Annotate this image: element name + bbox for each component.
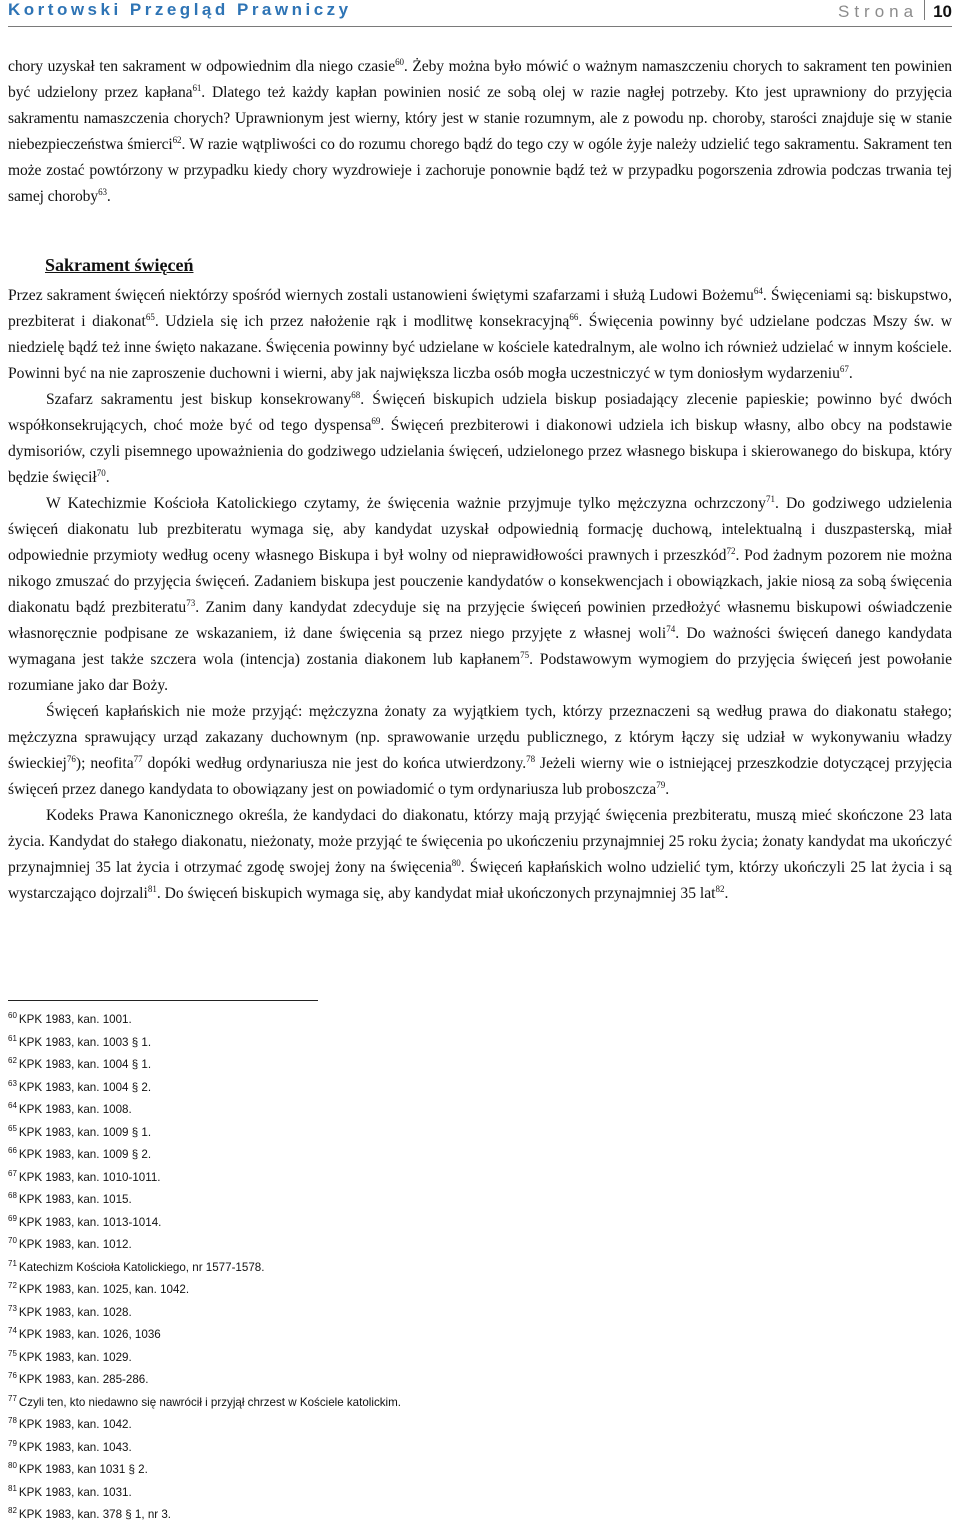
footnote-text: KPK 1983, kan. 378 § 1, nr 3. bbox=[18, 1508, 172, 1521]
footnote bbox=[8, 1075, 948, 1098]
footnote bbox=[8, 1007, 948, 1030]
text-run: . bbox=[724, 885, 729, 902]
paragraph bbox=[8, 803, 952, 907]
footnote-text: KPK 1983, kan. 1004 § 1. bbox=[18, 1058, 152, 1071]
text-run: . Do godziwego udzielenia święceń diakonatu lub prezbiteratu wymaga się, aby kandydat uzyskał odpowiednią formację duchową, intelektualną i duszpasterską, miał odpowiednie przymioty według oceny własnego Biskupa i był wolny od nieprawidłowości prawnych i przeszkód bbox=[8, 495, 952, 564]
footnote-number: 80 bbox=[8, 1461, 17, 1470]
footnote-text: KPK 1983, kan. 1001. bbox=[18, 1013, 132, 1026]
footnote bbox=[8, 1030, 948, 1053]
footnote-number: 77 bbox=[8, 1393, 17, 1403]
footnote-ref[interactable]: 69 bbox=[371, 416, 381, 426]
text-run: Święceń kapłańskich nie może przyjąć: mężczyzna żonaty za wyjątkiem tych, którzy przeznaczeni są według prawa do diakonatu stałego; mężczyzna sprawujący urząd zakazany duchownym (np. sprawowanie urzędu publicznego, z którym łączy się udział w wykonywaniu władzy świeckiej bbox=[8, 703, 952, 772]
paragraph bbox=[8, 387, 952, 491]
footnote-text: KPK 1983, kan. 1003 § 1. bbox=[18, 1035, 152, 1049]
footnote bbox=[8, 1142, 948, 1165]
paragraph bbox=[8, 491, 952, 699]
text-run: . Zanim dany kandydat zdecyduje się na przyjęcie święceń powinien przedłożyć własnemu biskupowi oświadczenie własnoręcznie podpisane ze wskazaniem, iż dane święcenia są przez niego przyjęte z własnej woli bbox=[8, 599, 952, 642]
footnote-text: KPK 1983, kan. 1043. bbox=[18, 1440, 132, 1454]
text-run: . Święcenia powinny być udzielane podczas Mszy św. w niedzielę bądź też inne święto nakazane. Święcenia powinny być udzielane w kościele katedralnym, ale wolno ich również udzielać w innym kościele. Powinni być na nie zaproszenie duchowni i wierni, aby jak największa liczba osób mogła uczestniczyć w tym doniosłym wydarzeniu bbox=[8, 313, 952, 382]
page-number: 10 bbox=[933, 2, 952, 21]
footnote-text: KPK 1983, kan. 1012. bbox=[18, 1238, 132, 1251]
text-run: . Pod żadnym pozorem nie można nikogo zmuszać do przyjęcia święceń. Zadaniem biskupa jest pouczenie kandydatów o konsekwencjach i obowiązkach, jakie niosą za sobą święcenia diakonatu bądź prezbiteratu bbox=[8, 547, 952, 616]
footnote-number: 62 bbox=[8, 1056, 17, 1065]
journal-title: Kortowski Przegląd Prawniczy bbox=[8, 0, 352, 19]
footnote-text: KPK 1983, kan. 1026, 1036 bbox=[18, 1328, 161, 1341]
footnote-text: KPK 1983, kan 1031 § 2. bbox=[18, 1463, 148, 1476]
footnote bbox=[8, 1322, 948, 1345]
text-run: . Do ważności święceń danego kandydata wymagana jest także szczera wola (intencja) zostania diakonem lub kapłanem bbox=[8, 625, 952, 668]
footnote-text: KPK 1983, kan. 1029. bbox=[18, 1350, 132, 1364]
footnote-ref[interactable]: 63 bbox=[98, 187, 107, 197]
footnote bbox=[8, 1367, 948, 1390]
footnote-text: KPK 1983, kan. 1025, kan. 1042. bbox=[18, 1283, 190, 1296]
footnote-ref[interactable]: 67 bbox=[839, 364, 849, 374]
footnote bbox=[8, 1165, 948, 1188]
footnote-number: 79 bbox=[8, 1438, 17, 1448]
footnote-number: 82 bbox=[8, 1506, 17, 1515]
text-run: . bbox=[105, 469, 110, 486]
footnote-ref[interactable]: 71 bbox=[765, 494, 775, 504]
footnote-text: KPK 1983, kan. 1031. bbox=[18, 1485, 132, 1499]
intro-paragraph bbox=[8, 54, 952, 210]
footnote-text: KPK 1983, kan. 1009 § 1. bbox=[18, 1125, 152, 1139]
footnote-number: 65 bbox=[8, 1123, 17, 1133]
text-run: . Święceń kapłańskich wolno udzielić tym, którzy ukończyli 25 lat życia i są wystarczająco dojrzali bbox=[8, 859, 952, 902]
text-run: . bbox=[665, 781, 670, 798]
text-run: . Żeby można było mówić o ważnym namaszczeniu chorych to sakrament ten powinien być udzielony przez kapłana bbox=[8, 58, 952, 101]
footnote-number: 61 bbox=[8, 1033, 17, 1043]
footnote bbox=[8, 1187, 948, 1210]
footnote-number: 60 bbox=[8, 1011, 17, 1020]
text-run: ); neofita bbox=[75, 755, 134, 772]
footnote-ref[interactable]: 81 bbox=[147, 884, 157, 894]
footnote-ref[interactable]: 66 bbox=[569, 312, 579, 322]
footnote-ref[interactable]: 68 bbox=[351, 390, 361, 400]
text-run: . Święceń biskupich udziela biskup posiadający zlecenie papieskie; powinno być dwóch współkonsekrujących, choć może być od tego dyspensa bbox=[8, 391, 952, 434]
footnote bbox=[8, 1097, 948, 1120]
text-run: W Katechizmie Kościoła Katolickiego czytamy, że święcenia ważnie przyjmuje tylko mężczyzna ochrzczony bbox=[46, 495, 766, 512]
footnote-number: 63 bbox=[8, 1078, 17, 1088]
footnote-number: 78 bbox=[8, 1416, 17, 1425]
footnote-number: 69 bbox=[8, 1213, 17, 1223]
footnote-text: KPK 1983, kan. 1028. bbox=[18, 1305, 132, 1319]
page-indicator bbox=[838, 0, 952, 22]
text-run: Przez sakrament święceń niektórzy spośród wiernych zostali ustanowieni świętymi szafarzami i służą Ludowi Bożemu bbox=[8, 287, 754, 304]
footnote-number: 71 bbox=[8, 1258, 17, 1268]
footnote-number: 73 bbox=[8, 1303, 17, 1313]
footnote bbox=[8, 1120, 948, 1143]
text-run: . bbox=[106, 188, 111, 205]
page-label: Strona bbox=[837, 2, 919, 21]
intro-text bbox=[8, 54, 952, 210]
text-run: dopóki według ordynariusza nie jest do końca utwierdzony. bbox=[142, 755, 527, 772]
footnote-ref[interactable]: 73 bbox=[186, 598, 196, 608]
footnote bbox=[8, 1502, 948, 1525]
footnote-number: 72 bbox=[8, 1281, 17, 1290]
footnote bbox=[8, 1480, 948, 1503]
footnote bbox=[8, 1210, 948, 1233]
text-run: . bbox=[848, 365, 853, 382]
footnote-ref[interactable]: 76 bbox=[66, 754, 76, 764]
page-header bbox=[8, 0, 952, 27]
footnote bbox=[8, 1412, 948, 1435]
footnote bbox=[8, 1345, 948, 1368]
footnote-number: 81 bbox=[8, 1483, 17, 1493]
footnote-separator bbox=[8, 1000, 318, 1001]
footnote-number: 66 bbox=[8, 1146, 17, 1155]
footnote-text: KPK 1983, kan. 1042. bbox=[18, 1418, 132, 1431]
text-run: . Podstawowym wymogiem do przyjęcia święceń jest powołanie rozumiane jako dar Boży. bbox=[8, 651, 952, 694]
footnote-text: Katechizm Kościoła Katolickiego, nr 1577-1578. bbox=[18, 1260, 265, 1274]
paragraph bbox=[8, 283, 952, 387]
footnote-ref[interactable]: 70 bbox=[96, 468, 106, 478]
footnote-number: 64 bbox=[8, 1101, 17, 1110]
footnote bbox=[8, 1435, 948, 1458]
footnote-ref[interactable]: 78 bbox=[526, 754, 536, 764]
footnote-text: KPK 1983, kan. 1009 § 2. bbox=[18, 1148, 152, 1161]
footnote-ref[interactable]: 82 bbox=[715, 884, 725, 894]
footnote-text: Czyli ten, kto niedawno się nawrócił i przyjął chrzest w Kościele katolickim. bbox=[18, 1395, 401, 1409]
text-run: . W razie wątpliwości co do rozumu chorego bądź do tego czy w ogóle żyje należy udzielić tego sakramentu. Sakrament ten może zostać powtórzony w przypadku kiedy chory wyzdrowieje i zachoruje ponownie bądź też w przypadku pogorszenia zdrowia podczas trwania tej samej choroby bbox=[8, 136, 952, 205]
text-run: Szafarz sakramentu jest biskup konsekrowany bbox=[46, 391, 352, 408]
paragraph bbox=[8, 699, 952, 803]
text-run: Jeżeli wierny wie o istniejącej przeszkodzie dotyczącej przyjęcia święceń przez danego kandydata to obowiązany jest on powiadomić o tym ordynariusza lub proboszcza bbox=[8, 755, 952, 798]
text-run: Kodeks Prawa Kanonicznego określa, że kandydaci do diakonatu, którzy mają przyjąć święcenia prezbiteratu, muszą mieć skończone 23 lata życia. Kandydat do stałego diakonatu, nieżonaty, może przyjąć te święcenia po ukończeniu przynajmniej 25 roku życia; żonaty kandydat ma ukończyć przynajmniej 35 lat życia i otrzymać zgodę swojej żony na święcenia bbox=[8, 807, 952, 876]
footnote-ref[interactable]: 64 bbox=[753, 286, 763, 296]
footnote-ref[interactable]: 62 bbox=[172, 135, 182, 145]
footnote-ref[interactable]: 80 bbox=[451, 858, 461, 868]
footnote bbox=[8, 1052, 948, 1075]
footnote-ref[interactable]: 60 bbox=[395, 57, 404, 67]
footnote-text: KPK 1983, kan. 1010-1011. bbox=[18, 1170, 161, 1184]
footnote-number: 67 bbox=[8, 1168, 17, 1178]
text-run: chory uzyskał ten sakrament w odpowiednim dla niego czasie bbox=[8, 58, 396, 75]
footnote bbox=[8, 1232, 948, 1255]
text-run: . Święceń prezbiterowi i diakonowi udziela ich biskup własny, albo obcy na podstawie dymisoriów, czyli pisemnego upoważnienia do godziwego udzielania święceń, udzielonego przez własnego biskupa i skierowanego do biskupa, który będzie święcił bbox=[8, 417, 952, 486]
footnote-ref[interactable]: 77 bbox=[133, 754, 143, 764]
footnote-number: 75 bbox=[8, 1348, 17, 1358]
footnote-ref[interactable]: 79 bbox=[656, 780, 666, 790]
footnote-ref[interactable]: 74 bbox=[666, 624, 676, 634]
footnote-text: KPK 1983, kan. 285-286. bbox=[18, 1373, 149, 1386]
footnote-text: KPK 1983, kan. 1013-1014. bbox=[18, 1215, 162, 1229]
footnote-number: 70 bbox=[8, 1236, 17, 1245]
footnote-text: KPK 1983, kan. 1008. bbox=[18, 1103, 132, 1116]
footnote bbox=[8, 1457, 948, 1480]
footnote-number: 74 bbox=[8, 1326, 17, 1335]
footnote-ref[interactable]: 61 bbox=[192, 83, 202, 93]
footnote-number: 76 bbox=[8, 1371, 17, 1380]
header-divider bbox=[924, 0, 925, 20]
text-run: . Do święceń biskupich wymaga się, aby kandydat miał ukończonych przynajmniej 35 lat bbox=[156, 885, 716, 902]
footnote-ref[interactable]: 65 bbox=[145, 312, 155, 322]
text-run: . Udziela się ich przez nałożenie rąk i modlitwę konsekracyjną bbox=[154, 313, 570, 330]
text-run: . Dlatego też każdy kapłan powinien nosić ze sobą olej w razie nagłej potrzeby. Kto jest uprawniony do przyjęcia sakramentu namaszczenia chorych? Uprawnionym jest wierny, który jest w stanie rozumnym, ale z powodu np. choroby, starości znajduje się w stanie niebezpieczeństwa śmierci bbox=[8, 84, 953, 153]
footnote bbox=[8, 1300, 948, 1323]
footnote-text: KPK 1983, kan. 1004 § 2. bbox=[18, 1080, 152, 1094]
footnote-ref[interactable]: 72 bbox=[726, 546, 736, 556]
footnote bbox=[8, 1277, 948, 1300]
footnote-text: KPK 1983, kan. 1015. bbox=[18, 1193, 132, 1206]
footnote-number: 68 bbox=[8, 1191, 17, 1200]
footnote-ref[interactable]: 75 bbox=[520, 650, 530, 660]
section-body bbox=[8, 283, 952, 907]
section-heading: Sakrament święceń bbox=[45, 255, 194, 275]
footnote bbox=[8, 1390, 948, 1413]
footnote bbox=[8, 1255, 948, 1278]
text-run: . Święceniami są: biskupstwo, prezbiterat i diakonat bbox=[8, 287, 953, 330]
footnotes bbox=[8, 1007, 948, 1525]
